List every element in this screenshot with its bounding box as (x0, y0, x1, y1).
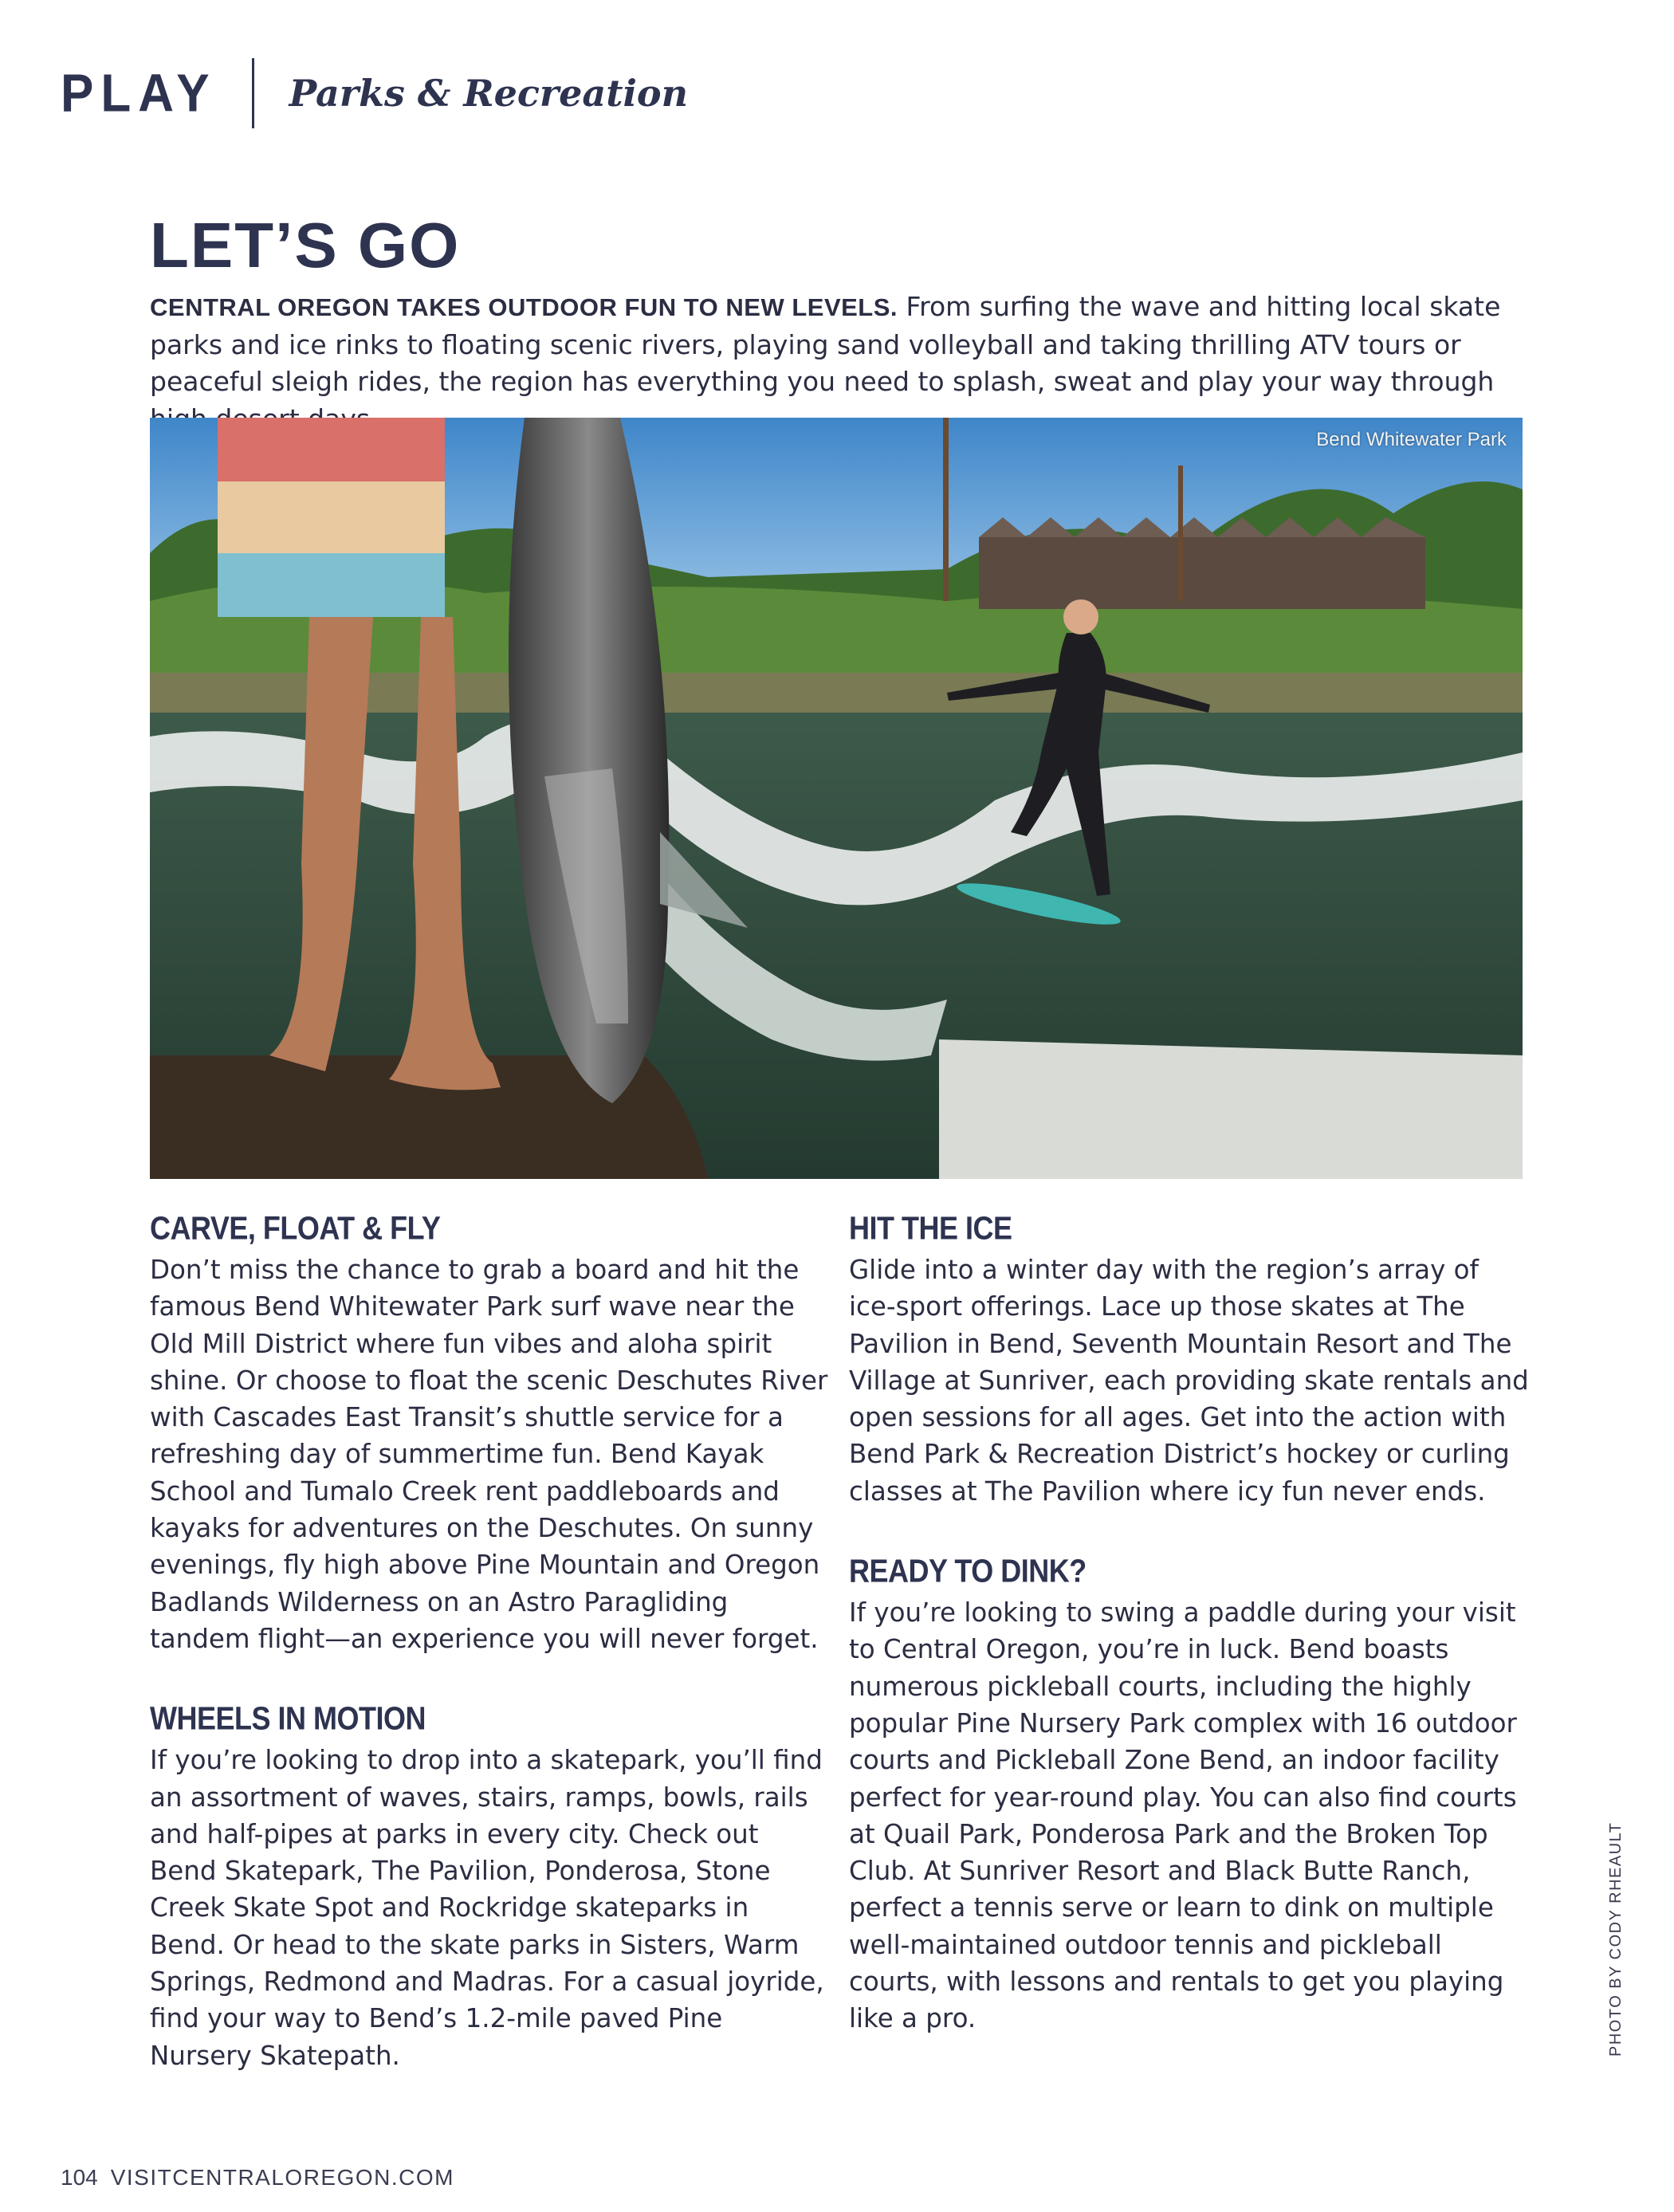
header-divider (252, 58, 254, 128)
section-body: If you’re looking to swing a paddle during your visit to Central Oregon, you’re in luck. Bend boasts numerous pickleball courts, including the highly popular Pine Nursery Park complex with 16 outdoor courts and Pickleball Zone Bend, an indoor facility perfect for year-round play. You can also find courts at Quail Park, Ponderosa Park and the Broken Top Club. At Sunriver Resort and Black Butte Ranch, perfect a tennis serve or learn to dink on multiple well-maintained outdoor tennis and pickleball courts, with lessons and rentals to get you playing like a pro. (849, 1597, 1517, 2034)
section-heading: WHEELS IN MOTION (150, 1699, 426, 1737)
page-footer (61, 2165, 454, 2190)
footer-site: VISITCENTRALOREGON.COM (110, 2165, 454, 2190)
photo-caption: Bend Whitewater Park (1316, 429, 1507, 450)
subsection-label: Parks & Recreation (289, 72, 689, 115)
section-body: Glide into a winter day with the region’s array of ice-sport offerings. Lace up those skates at The Pavilion in Bend, Seventh Mountain Resort and The Village at Sunriver, each providing skate rentals and open sessions for all ages. Get into the action with Bend Park & Recreation District’s hockey or curling classes at The Pavilion where icy fun never ends. (849, 1255, 1529, 1507)
section-heading: READY TO DINK? (849, 1552, 1087, 1589)
section-carve-float-fly (150, 1210, 831, 1657)
section-heading: CARVE, FLOAT & FLY (150, 1209, 441, 1247)
section-body: If you’re looking to drop into a skatepark, you’ll find an assortment of waves, stairs, ramps, bowls, rails and half-pipes at parks in every city. Check out Bend Skatepark, The Pavilion, Ponderosa, Stone Creek Skate Spot and Rockridge skateparks in Bend. Or head to the skate parks in Sisters, Warm Springs, Redmond and Madras. For a casual joyride, find your way to Bend’s 1.2-mile paved Pine Nursery Skatepath. (150, 1745, 824, 2071)
right-column (849, 1210, 1531, 2080)
surf-wave-illustration (150, 418, 1523, 1179)
intro-lead: CENTRAL OREGON TAKES OUTDOOR FUN TO NEW LEVELS. (150, 293, 898, 321)
page-title: LET’S GO (150, 210, 461, 281)
section-wheels-in-motion (150, 1700, 831, 2074)
section-hit-the-ice (849, 1210, 1531, 1510)
section-ready-to-dink (849, 1553, 1531, 2037)
section-label: PLAY (61, 63, 217, 124)
intro-paragraph (150, 289, 1525, 438)
feature-photo (150, 418, 1523, 1179)
photo-credit: PHOTO BY CODY RHEAULT (1607, 1821, 1625, 2057)
left-column (150, 1210, 831, 2117)
section-heading: HIT THE ICE (849, 1209, 1012, 1247)
page-number: 104 (61, 2165, 98, 2190)
section-body: Don’t miss the chance to grab a board and hit the famous Bend Whitewater Park surf wave near the Old Mill District where fun vibes and aloha spirit shine. Or choose to float the scenic Deschutes River with Cascades East Transit’s shuttle service for a refreshing day of summertime fun. Bend Kayak School and Tumalo Creek rent paddleboards and kayaks for adventures on the Deschutes. On sunny evenings, fly high above Pine Mountain and Oregon Badlands Wilderness on an Astro Paragliding tandem flight—an experience you will never forget. (150, 1255, 828, 1654)
page-header (61, 57, 688, 129)
intro-text: From surfing the wave and hitting local skate parks and ice rinks to floating scenic rivers, playing sand volleyball and taking thrilling ATV tours or peaceful sleigh rides, the region has everything you need to splash, sweat and play your way through (150, 291, 1501, 397)
